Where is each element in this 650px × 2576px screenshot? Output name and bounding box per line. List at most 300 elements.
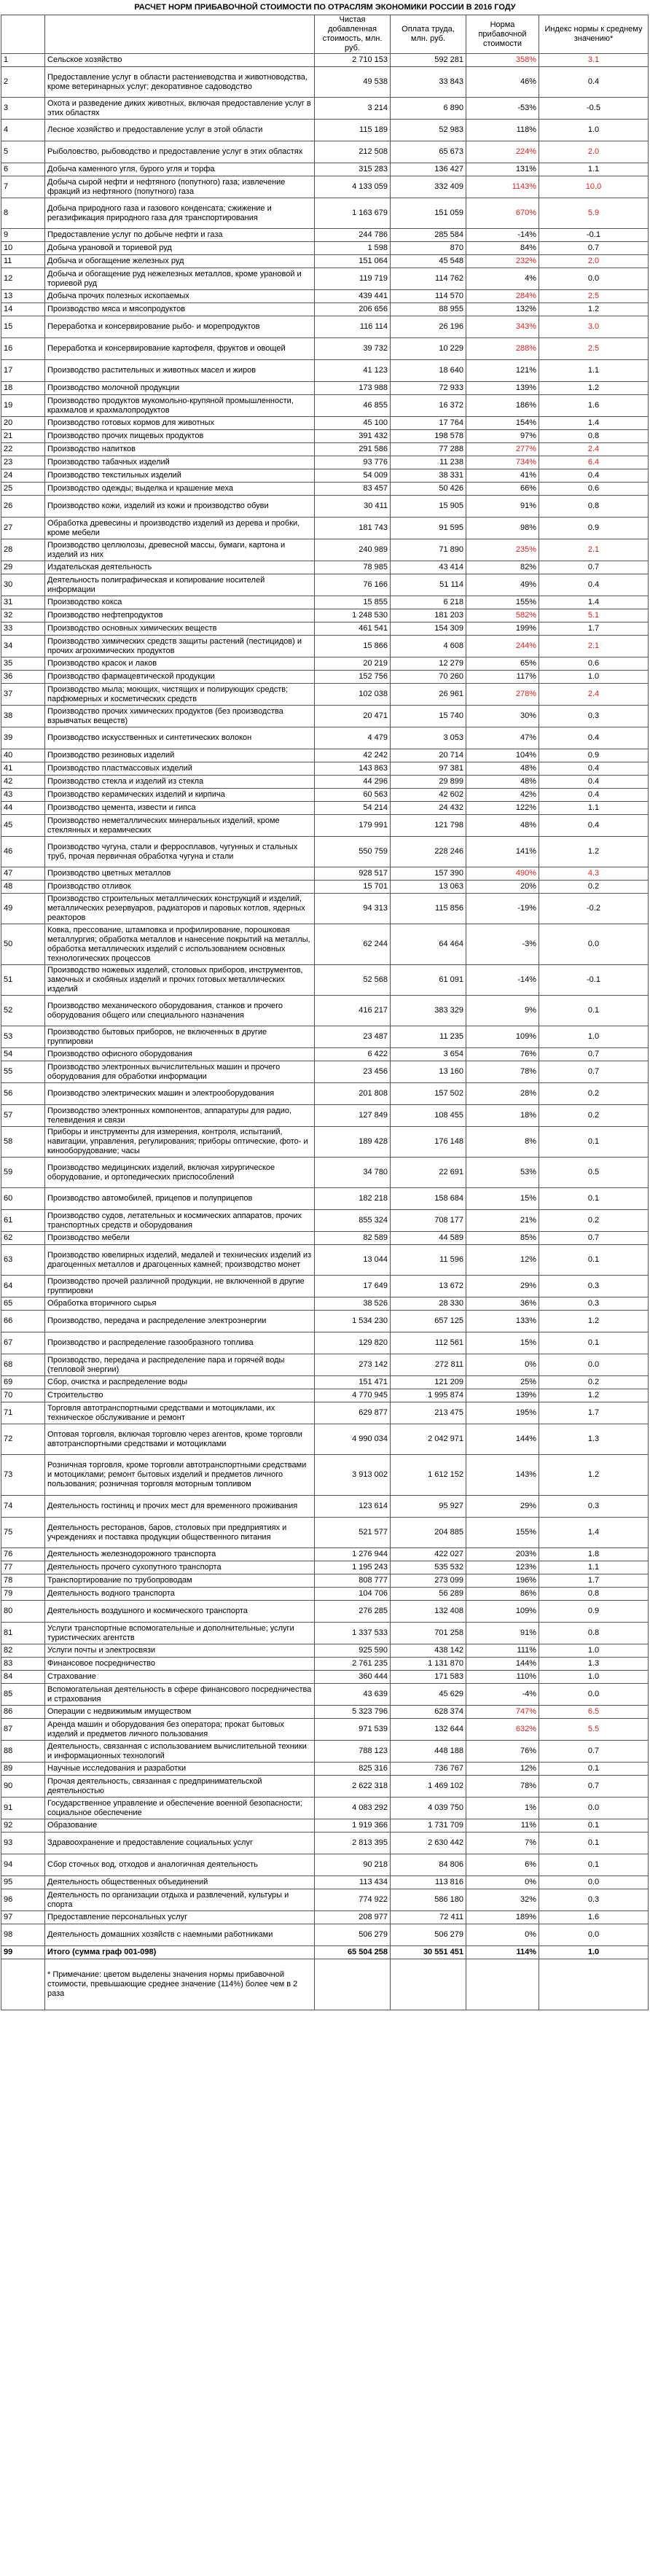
net-value-added: 143 863: [315, 762, 391, 776]
surplus-rate: 490%: [466, 867, 539, 881]
net-value-added: 23 456: [315, 1061, 391, 1083]
surplus-rate: 97%: [466, 430, 539, 443]
index-value: 1.0: [539, 1644, 649, 1658]
index-value: 1.7: [539, 1574, 649, 1588]
table-row: [1, 1719, 649, 1741]
surplus-rate: 32%: [466, 1889, 539, 1911]
row-number: 47: [1, 867, 45, 881]
wages: 157 390: [391, 867, 466, 881]
surplus-rate: 78%: [466, 1776, 539, 1798]
industry-name: Финансовое посредничество: [45, 1658, 315, 1671]
table-row: [1, 67, 649, 98]
industry-name: Производство готовых кормов для животных: [45, 417, 315, 430]
table-row: [1, 1061, 649, 1083]
table-row: [1, 749, 649, 762]
table-row: [1, 1819, 649, 1833]
net-value-added: 6 422: [315, 1048, 391, 1061]
row-number: 77: [1, 1561, 45, 1574]
industry-name: Производство продуктов мукомольно-крупяной промышленности, крахмалов и крахмалопродуктов: [45, 395, 315, 417]
net-value-added: 1 919 366: [315, 1819, 391, 1833]
index-value: 0.3: [539, 1889, 649, 1911]
index-value: 1.1: [539, 360, 649, 382]
surplus-rate: 7%: [466, 1833, 539, 1854]
net-value-added: 151 471: [315, 1376, 391, 1389]
net-value-added: 788 123: [315, 1741, 391, 1763]
row-number: 67: [1, 1332, 45, 1354]
surplus-rate: -14%: [466, 229, 539, 242]
net-value-added: 315 283: [315, 163, 391, 176]
table-row: [1, 1105, 649, 1127]
table-row: [1, 622, 649, 636]
industry-name: Деятельность водного транспорта: [45, 1588, 315, 1601]
row-number: 83: [1, 1658, 45, 1671]
row-number: 75: [1, 1518, 45, 1548]
industry-name: Предоставление персональных услуг: [45, 1911, 315, 1924]
table-row: [1, 894, 649, 924]
row-number: 21: [1, 430, 45, 443]
industry-name: Производство прочих пищевых продуктов: [45, 430, 315, 443]
wages: 95 927: [391, 1496, 466, 1518]
industry-name: Издательская деятельность: [45, 561, 315, 574]
index-value: 1.1: [539, 1561, 649, 1574]
surplus-rate: 747%: [466, 1706, 539, 1719]
index-value: 1.7: [539, 622, 649, 636]
net-value-added: 273 142: [315, 1354, 391, 1376]
table-row: [1, 789, 649, 802]
surplus-rate: 18%: [466, 1105, 539, 1127]
wages: 113 816: [391, 1876, 466, 1889]
industry-name: Предоставление услуг по добыче нефти и газа: [45, 229, 315, 242]
industry-name: Розничная торговля, кроме торговли автотранспортными средствами и мотоциклами; ремонт бытовых изделий и предметов личного пользования; розничная торговля моторным топливом: [45, 1455, 315, 1496]
table-row: [1, 776, 649, 789]
wages: 84 806: [391, 1854, 466, 1876]
note-blank-cell: [1, 1959, 45, 2010]
net-value-added: 208 977: [315, 1911, 391, 1924]
surplus-rate: 632%: [466, 1719, 539, 1741]
table-row: [1, 1854, 649, 1876]
table-row: [1, 815, 649, 837]
surplus-rate: 46%: [466, 67, 539, 98]
index-value: 0.4: [539, 815, 649, 837]
row-number: 94: [1, 1854, 45, 1876]
surplus-rate: 235%: [466, 539, 539, 561]
net-value-added: 116 114: [315, 316, 391, 338]
industry-name: Деятельность, связанная с использованием вычислительной техники и информационных технологий: [45, 1741, 315, 1763]
industry-name: Образование: [45, 1819, 315, 1833]
surplus-rate: 8%: [466, 1127, 539, 1158]
net-value-added: 1 163 679: [315, 198, 391, 229]
industry-name: Производство растительных и животных масел и жиров: [45, 360, 315, 382]
index-value: 0.6: [539, 657, 649, 671]
net-value-added: 2 813 395: [315, 1833, 391, 1854]
industry-name: Производство ножевых изделий, столовых приборов, инструментов, замочных и скобяных изделий и прочих готовых металлических изделий: [45, 965, 315, 996]
industry-name: Сбор, очистка и распределение воды: [45, 1376, 315, 1389]
table-row: [1, 1245, 649, 1276]
surplus-rate: 277%: [466, 443, 539, 456]
row-number: 27: [1, 518, 45, 539]
wages: 88 955: [391, 303, 466, 316]
table-row: [1, 1911, 649, 1924]
row-number: 52: [1, 996, 45, 1026]
wages: 15 905: [391, 496, 466, 518]
net-value-added: 182 218: [315, 1188, 391, 1210]
table-row: [1, 1623, 649, 1644]
row-number: 60: [1, 1188, 45, 1210]
table-row: [1, 120, 649, 141]
row-number: 18: [1, 382, 45, 395]
row-number: 49: [1, 894, 45, 924]
industry-name: Деятельность прочего сухопутного транспорта: [45, 1561, 315, 1574]
net-value-added: 206 656: [315, 303, 391, 316]
index-value: 0.7: [539, 242, 649, 255]
industry-name: Добыча урановой и ториевой руд: [45, 242, 315, 255]
industry-name: Торговля автотранспортными средствами и мотоциклами, их техническое обслуживание и ремонт: [45, 1402, 315, 1424]
industry-name: Производство строительных металлических конструкций и изделий, металлических резервуаров, радиаторов и паровых котлов, ядерных реакторов: [45, 894, 315, 924]
row-number: 6: [1, 163, 45, 176]
surplus-rate: 49%: [466, 574, 539, 596]
surplus-rate: 12%: [466, 1763, 539, 1776]
wages: 26 196: [391, 316, 466, 338]
surplus-rate: 144%: [466, 1424, 539, 1455]
surplus-rate: 199%: [466, 622, 539, 636]
industry-name: Деятельность общественных объединений: [45, 1876, 315, 1889]
industry-name: Производство цемента, извести и гипса: [45, 802, 315, 815]
note-row: [1, 1959, 649, 2010]
net-value-added: 82 589: [315, 1232, 391, 1245]
row-number: 66: [1, 1311, 45, 1332]
index-value: 1.2: [539, 382, 649, 395]
industry-name: Производство, передача и распределение пара и горячей воды (тепловой энергии): [45, 1354, 315, 1376]
table-row: [1, 338, 649, 360]
wages: 6 218: [391, 596, 466, 609]
net-value-added: 104 706: [315, 1588, 391, 1601]
table-row: [1, 1798, 649, 1819]
index-value: 0.1: [539, 996, 649, 1026]
surplus-rate: 9%: [466, 996, 539, 1026]
net-value-added: 4 479: [315, 727, 391, 749]
surplus-rate: 139%: [466, 1389, 539, 1402]
wages: 136 427: [391, 163, 466, 176]
index-value: 0.7: [539, 1741, 649, 1763]
surplus-rate: 65%: [466, 657, 539, 671]
row-number: 31: [1, 596, 45, 609]
industry-name: Добыча природного газа и газового конденсата; сжижение и регазификация природного газа для транспортирования: [45, 198, 315, 229]
net-value-added: 1 337 533: [315, 1623, 391, 1644]
footnote: * Примечание: цветом выделены значения нормы прибавочной стоимости, превышающие среднее значение (114%) более чем в 2 раза: [45, 1959, 315, 2010]
surplus-rate: 28%: [466, 1083, 539, 1105]
industry-name: Сбор сточных вод, отходов и аналогичная деятельность: [45, 1854, 315, 1876]
row-number: 58: [1, 1127, 45, 1158]
wages: 228 246: [391, 837, 466, 867]
industry-name: Производство автомобилей, прицепов и полуприцепов: [45, 1188, 315, 1210]
index-value: 0.1: [539, 1819, 649, 1833]
index-value: 3.0: [539, 316, 649, 338]
industry-name: Производство пластмассовых изделий: [45, 762, 315, 776]
industry-name: Операции с недвижимым имуществом: [45, 1706, 315, 1719]
surplus-rate: 117%: [466, 671, 539, 684]
net-value-added: 391 432: [315, 430, 391, 443]
wages: 70 260: [391, 671, 466, 684]
table-row: [1, 1588, 649, 1601]
row-number: 25: [1, 483, 45, 496]
index-value: 0.7: [539, 561, 649, 574]
surplus-rate: 76%: [466, 1741, 539, 1763]
net-value-added: 550 759: [315, 837, 391, 867]
index-value: 2.1: [539, 539, 649, 561]
surplus-rate: 91%: [466, 1623, 539, 1644]
surplus-rate: 42%: [466, 789, 539, 802]
wages: 42 602: [391, 789, 466, 802]
row-number: 36: [1, 671, 45, 684]
table-row: [1, 176, 649, 198]
surplus-rate: 48%: [466, 762, 539, 776]
net-value-added: 46 855: [315, 395, 391, 417]
net-value-added: 4 770 945: [315, 1389, 391, 1402]
wages: 43 414: [391, 561, 466, 574]
index-value: 0.3: [539, 1496, 649, 1518]
net-value-added: 52 568: [315, 965, 391, 996]
index-value: 0.1: [539, 1127, 649, 1158]
row-number: 10: [1, 242, 45, 255]
table-row: [1, 837, 649, 867]
table-row: [1, 1706, 649, 1719]
table-row: [1, 290, 649, 303]
index-value: 0.0: [539, 1876, 649, 1889]
row-number: 24: [1, 469, 45, 483]
industry-name: Обработка древесины и производство изделий из дерева и пробки, кроме мебели: [45, 518, 315, 539]
wages: 108 455: [391, 1105, 466, 1127]
surplus-rate: 86%: [466, 1588, 539, 1601]
industry-name: Услуги почты и электросвязи: [45, 1644, 315, 1658]
wages: 506 279: [391, 1924, 466, 1946]
surplus-rate: 12%: [466, 1245, 539, 1276]
index-value: 0.2: [539, 1105, 649, 1127]
wages: 12 279: [391, 657, 466, 671]
industry-name: Производство, передача и распределение электроэнергии: [45, 1311, 315, 1332]
industry-name: Производство электрических машин и электрооборудования: [45, 1083, 315, 1105]
industry-name: Производство медицинских изделий, включая хирургическое оборудование, и ортопедических приспособлений: [45, 1158, 315, 1188]
net-value-added: 173 988: [315, 382, 391, 395]
index-value: 0.8: [539, 430, 649, 443]
table-row: [1, 141, 649, 163]
row-number: 71: [1, 1402, 45, 1424]
row-number: 81: [1, 1623, 45, 1644]
wages: 91 595: [391, 518, 466, 539]
surplus-rate: 343%: [466, 316, 539, 338]
total-surplus-rate: 114%: [466, 1946, 539, 1959]
industry-name: Производство электронных компонентов, аппаратуры для радио, телевидения и связи: [45, 1105, 315, 1127]
surplus-rate: 53%: [466, 1158, 539, 1188]
industry-name: Производство молочной продукции: [45, 382, 315, 395]
index-value: 0.8: [539, 496, 649, 518]
row-number: 8: [1, 198, 45, 229]
industry-name: Производство прочей различной продукции, не включенной в другие группировки: [45, 1276, 315, 1297]
surplus-rate: 98%: [466, 518, 539, 539]
industry-name: Производство керамических изделий и кирпича: [45, 789, 315, 802]
table-row: [1, 255, 649, 268]
wages: 535 532: [391, 1561, 466, 1574]
index-value: 2.1: [539, 636, 649, 657]
industry-name: Производство кокса: [45, 596, 315, 609]
surplus-rate: 82%: [466, 561, 539, 574]
wages: 1 612 152: [391, 1455, 466, 1496]
industry-name: Производство неметаллических минеральных изделий, кроме стеклянных и керамических: [45, 815, 315, 837]
net-value-added: 151 064: [315, 255, 391, 268]
row-number: 59: [1, 1158, 45, 1188]
index-value: 1.0: [539, 1671, 649, 1684]
net-value-added: 276 285: [315, 1601, 391, 1623]
table-row: [1, 802, 649, 815]
wages: 132 408: [391, 1601, 466, 1623]
wages: 4 608: [391, 636, 466, 657]
index-value: 0.0: [539, 1924, 649, 1946]
net-value-added: 5 323 796: [315, 1706, 391, 1719]
surplus-rate: 4%: [466, 268, 539, 290]
net-value-added: 1 534 230: [315, 1311, 391, 1332]
surplus-rate: 6%: [466, 1854, 539, 1876]
table-row: [1, 1424, 649, 1455]
net-value-added: 129 820: [315, 1332, 391, 1354]
index-value: 1.0: [539, 671, 649, 684]
index-value: 0.3: [539, 706, 649, 727]
table-row: [1, 316, 649, 338]
row-number: 86: [1, 1706, 45, 1719]
row-number: 90: [1, 1776, 45, 1798]
index-value: 0.8: [539, 1623, 649, 1644]
index-value: 6.4: [539, 456, 649, 469]
table-row: [1, 483, 649, 496]
table-row: [1, 1924, 649, 1946]
table-row: [1, 1297, 649, 1311]
wages: 121 209: [391, 1376, 466, 1389]
industry-name: Страхование: [45, 1671, 315, 1684]
wages: 592 281: [391, 54, 466, 67]
table-row: [1, 456, 649, 469]
index-value: 5.9: [539, 198, 649, 229]
table-row: [1, 382, 649, 395]
wages: 64 464: [391, 924, 466, 965]
industry-name: Добыча каменного угля, бурого угля и торфа: [45, 163, 315, 176]
surplus-rate: 278%: [466, 684, 539, 706]
table-row: [1, 518, 649, 539]
industry-name: Производство чугуна, стали и ферросплавов, чугунных и стальных труб, прочая первичная обработка чугуна и стали: [45, 837, 315, 867]
index-value: 0.1: [539, 1332, 649, 1354]
surplus-rate: 85%: [466, 1232, 539, 1245]
net-value-added: 60 563: [315, 789, 391, 802]
table-row: [1, 706, 649, 727]
industry-name: Производство химических средств защиты растений (пестицидов) и прочих агрохимических продуктов: [45, 636, 315, 657]
net-value-added: 629 877: [315, 1402, 391, 1424]
row-number: 72: [1, 1424, 45, 1455]
index-value: 1.2: [539, 1311, 649, 1332]
index-value: 3.1: [539, 54, 649, 67]
industry-name: Приборы и инструменты для измерения, контроля, испытаний, навигации, управления, регулирования; приборы оптические, фото- и кинооборудование; часы: [45, 1127, 315, 1158]
row-number: 23: [1, 456, 45, 469]
wages: 285 584: [391, 229, 466, 242]
industry-name: Переработка и консервирование рыбо- и морепродуктов: [45, 316, 315, 338]
surplus-rate: 123%: [466, 1561, 539, 1574]
surplus-rate: 20%: [466, 881, 539, 894]
net-value-added: 808 777: [315, 1574, 391, 1588]
surplus-rate: 29%: [466, 1276, 539, 1297]
table-row: [1, 671, 649, 684]
wages: 132 644: [391, 1719, 466, 1741]
surplus-rate: 91%: [466, 496, 539, 518]
industry-name: Производство прочих химических продуктов (без производства взрывчатых веществ): [45, 706, 315, 727]
row-number: 35: [1, 657, 45, 671]
industry-name: Производство кожи, изделий из кожи и производство обуви: [45, 496, 315, 518]
surplus-rate: 66%: [466, 483, 539, 496]
surplus-rate: 25%: [466, 1376, 539, 1389]
table-row: [1, 1644, 649, 1658]
index-value: 0.2: [539, 1210, 649, 1232]
table-row: [1, 469, 649, 483]
table-row: [1, 417, 649, 430]
index-value: 0.9: [539, 749, 649, 762]
row-number: 70: [1, 1389, 45, 1402]
industry-name: Вспомогательная деятельность в сфере финансового посредничества и страхования: [45, 1684, 315, 1706]
index-value: 0.4: [539, 789, 649, 802]
industry-name: Производство одежды; выделка и крашение меха: [45, 483, 315, 496]
industry-name: Производство напитков: [45, 443, 315, 456]
wages: 44 589: [391, 1232, 466, 1245]
industry-name: Деятельность домашних хозяйств с наемными работниками: [45, 1924, 315, 1946]
wages: 3 053: [391, 727, 466, 749]
index-value: 0.4: [539, 762, 649, 776]
document-title: РАСЧЕТ НОРМ ПРИБАВОЧНОЙ СТОИМОСТИ ПО ОТРАСЛЯМ ЭКОНОМИКИ РОССИИ В 2016 ГОДУ: [134, 3, 516, 12]
table-row: [1, 1389, 649, 1402]
row-number: 42: [1, 776, 45, 789]
table-row: [1, 1548, 649, 1561]
row-number: 69: [1, 1376, 45, 1389]
surplus-rate: -4%: [466, 1684, 539, 1706]
table-row: [1, 596, 649, 609]
index-value: 0.0: [539, 924, 649, 965]
industry-name: Охота и разведение диких животных, включая предоставление услуг в этих областях: [45, 98, 315, 120]
wages: 38 331: [391, 469, 466, 483]
row-number: 30: [1, 574, 45, 596]
wages: 198 578: [391, 430, 466, 443]
index-value: 1.2: [539, 837, 649, 867]
industry-name: Производство основных химических веществ: [45, 622, 315, 636]
wages: 33 843: [391, 67, 466, 98]
table-row: [1, 242, 649, 255]
row-number: 22: [1, 443, 45, 456]
index-value: 0.4: [539, 727, 649, 749]
row-number: 57: [1, 1105, 45, 1127]
surplus-rate: 143%: [466, 1455, 539, 1496]
table-row: [1, 496, 649, 518]
net-value-added: 13 044: [315, 1245, 391, 1276]
row-number: 84: [1, 1671, 45, 1684]
surplus-rate: -14%: [466, 965, 539, 996]
wages: 2 042 971: [391, 1424, 466, 1455]
index-value: -0.2: [539, 894, 649, 924]
industry-name: Производство фармацевтической продукции: [45, 671, 315, 684]
table-row: [1, 1496, 649, 1518]
index-value: 1.1: [539, 163, 649, 176]
surplus-rate: 76%: [466, 1048, 539, 1061]
net-value-added: 189 428: [315, 1127, 391, 1158]
row-number: 73: [1, 1455, 45, 1496]
net-value-added: 4 083 292: [315, 1798, 391, 1819]
index-value: 0.2: [539, 1376, 649, 1389]
total-net-value-added: 65 504 258: [315, 1946, 391, 1959]
note-blank-cell: [466, 1959, 539, 2010]
net-value-added: 62 244: [315, 924, 391, 965]
wages: 332 409: [391, 176, 466, 198]
net-value-added: 45 100: [315, 417, 391, 430]
